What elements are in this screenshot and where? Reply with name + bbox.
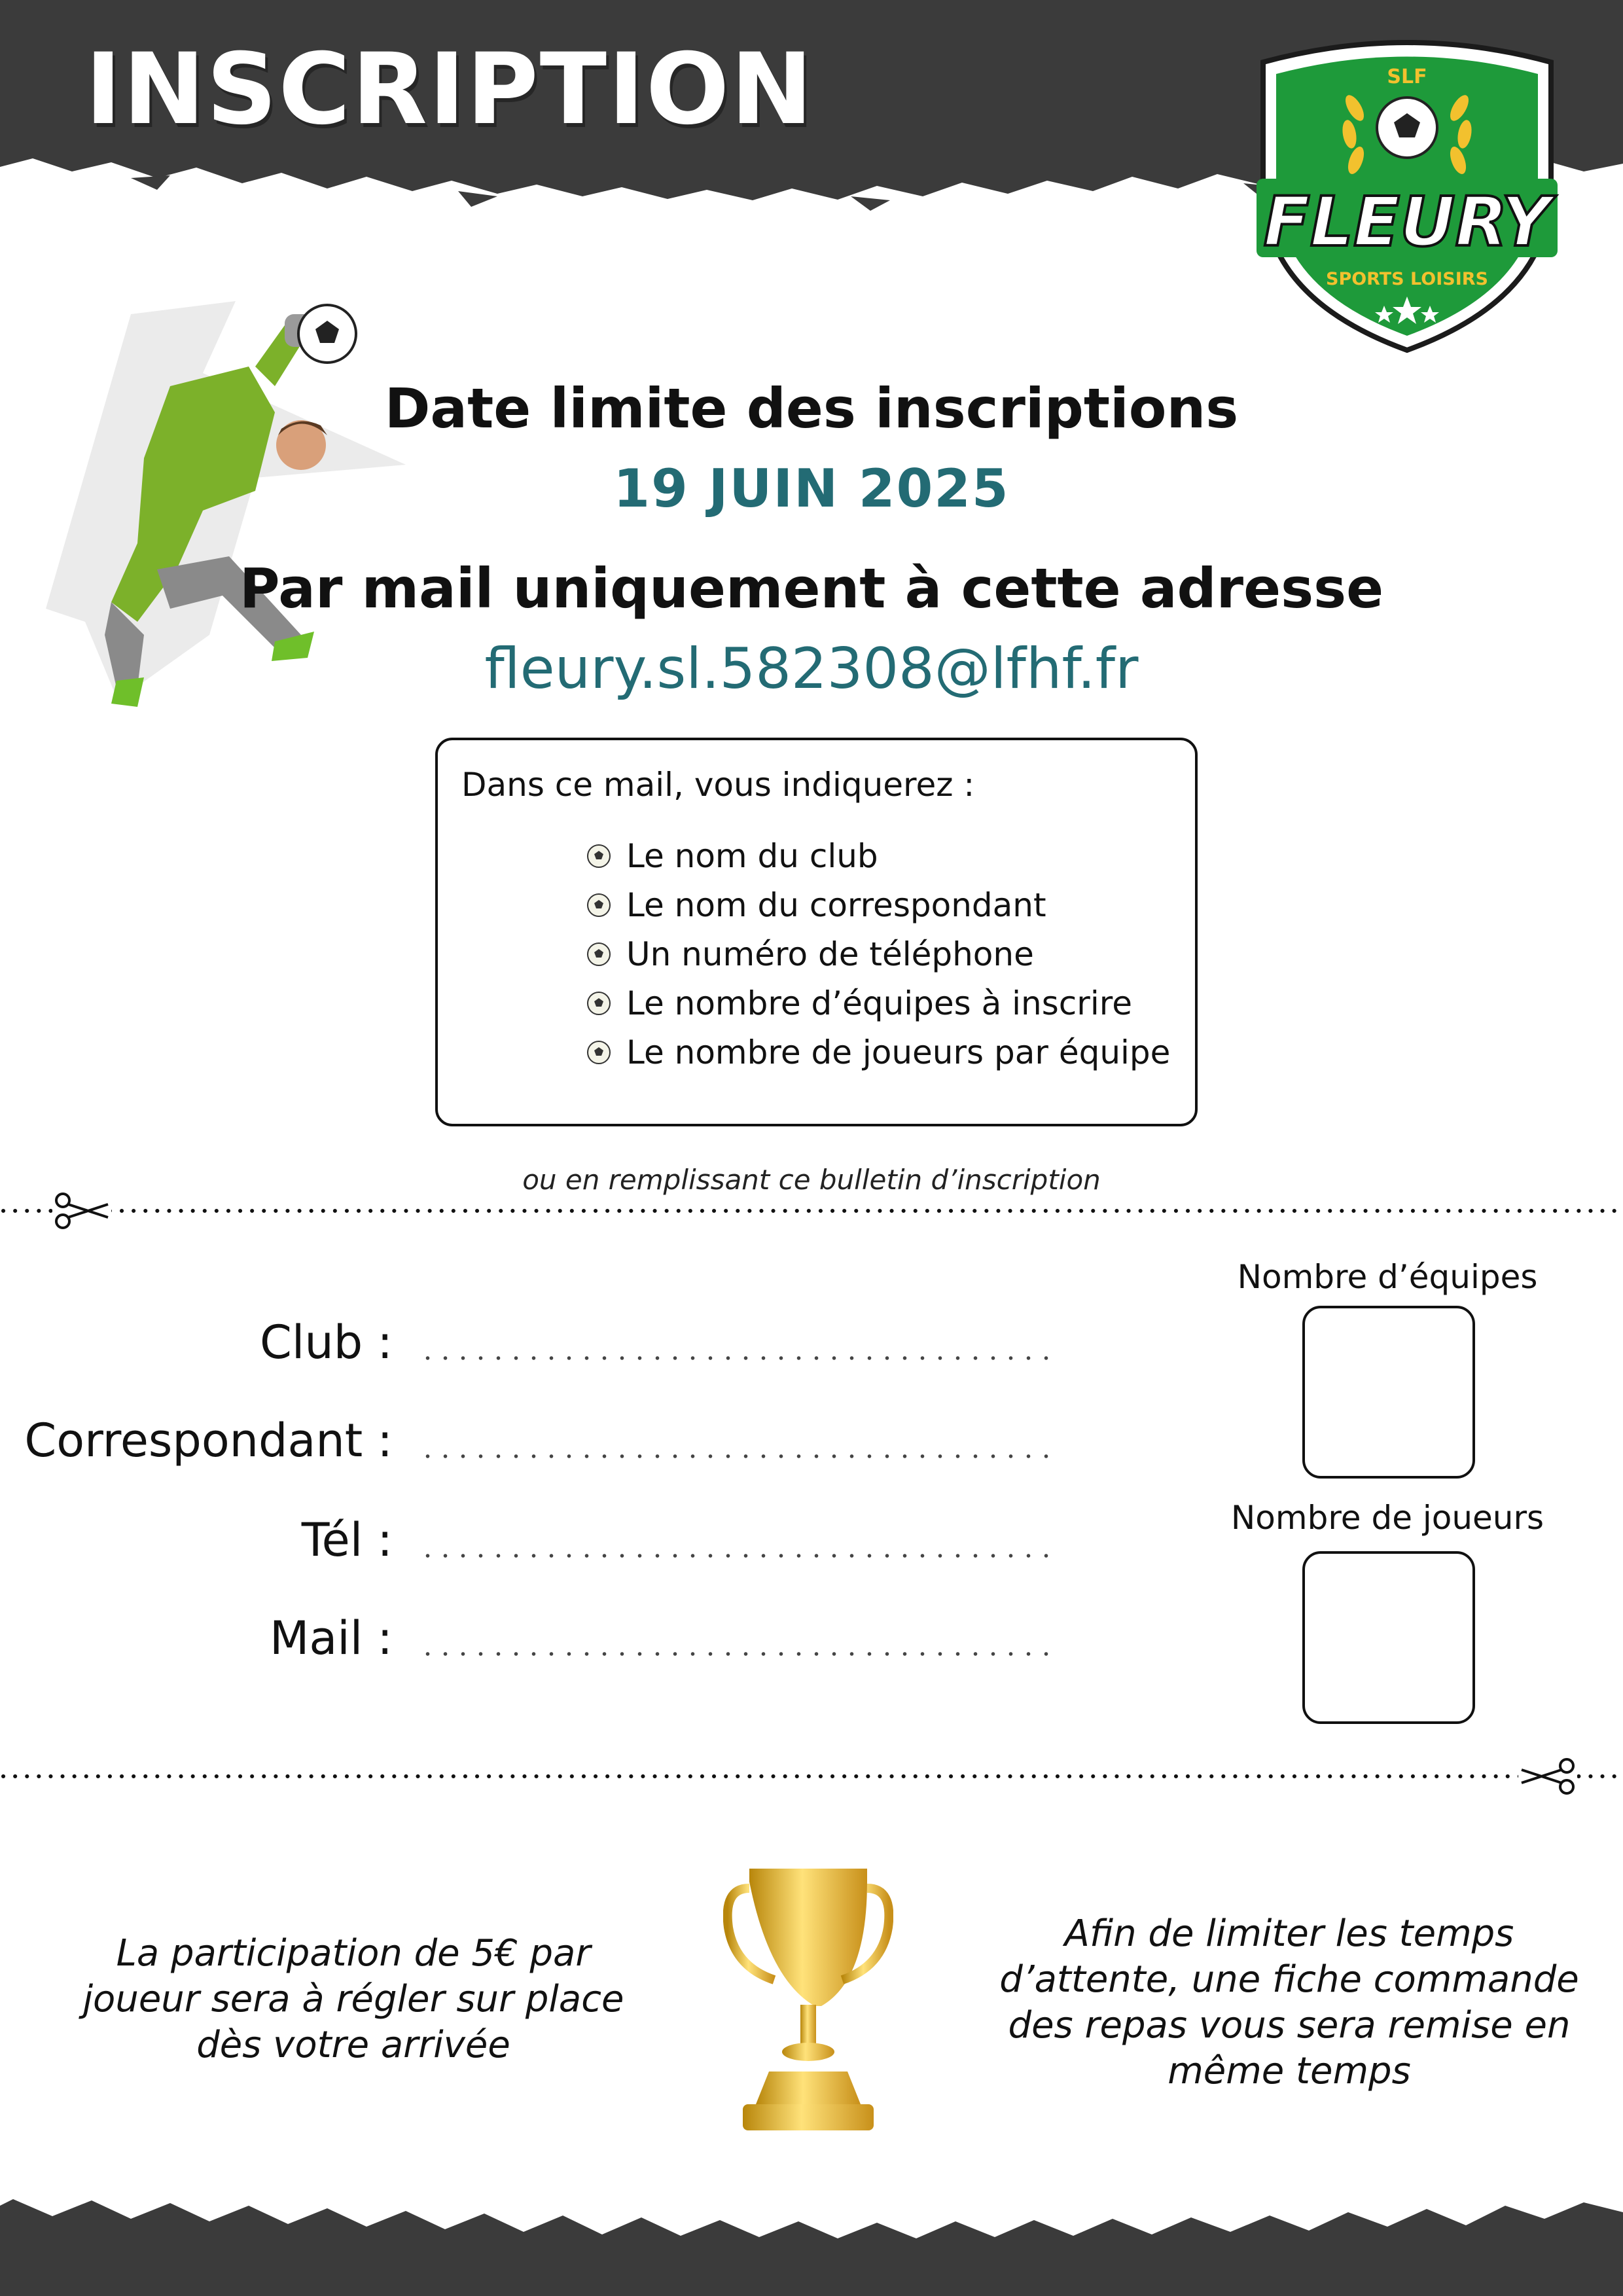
logo-name: FLEURY — [1263, 182, 1551, 262]
scissors-icon — [1518, 1758, 1577, 1795]
teams-count-box[interactable] — [1302, 1306, 1475, 1479]
soccer-ball-icon — [586, 941, 612, 967]
deadline-date: 19 JUIN 2025 — [613, 458, 1010, 519]
cut-line-top — [0, 1208, 1623, 1214]
list-item — [586, 880, 1170, 929]
soccer-ball-icon — [1377, 98, 1437, 158]
list-item-label: Un numéro de téléphone — [626, 935, 1034, 973]
mail-field[interactable] — [419, 1618, 1060, 1657]
info-intro: Dans ce mail, vous indiquerez : — [461, 766, 975, 804]
soccer-ball-icon — [298, 305, 356, 363]
page-title: INSCRIPTION — [85, 33, 814, 147]
phone-label: Tél : — [301, 1513, 393, 1567]
list-item — [586, 1028, 1170, 1077]
phone-field[interactable] — [419, 1520, 1060, 1559]
list-item-label: Le nom du club — [626, 836, 878, 875]
logo-top-text: SLF — [1387, 65, 1427, 88]
footer-band — [0, 2179, 1623, 2296]
list-item — [586, 929, 1170, 978]
club-field[interactable] — [419, 1322, 1060, 1361]
fee-note: La participation de 5€ par joueur sera à régler sur place dès votre arrivée — [82, 1932, 624, 2066]
club-label: Club : — [260, 1316, 393, 1369]
correspondent-label: Correspondant : — [24, 1414, 393, 1467]
list-item — [586, 831, 1170, 880]
list-item — [586, 978, 1170, 1028]
logo-subtitle: SPORTS LOISIRS — [1326, 269, 1488, 289]
list-item-label: Le nom du correspondant — [626, 886, 1046, 924]
soccer-ball-icon — [586, 843, 612, 869]
list-item-label: Le nombre de joueurs par équipe — [626, 1033, 1171, 1071]
soccer-ball-icon — [586, 990, 612, 1016]
mail-address-link[interactable]: fleury.sl.582308@lfhf.fr — [484, 636, 1139, 702]
mail-label: Par mail uniquement à cette adresse — [239, 556, 1384, 620]
players-count-label: Nombre de joueurs — [1230, 1499, 1544, 1537]
trophy-icon — [723, 1856, 893, 2144]
deadline-label: Date limite des inscriptions — [384, 376, 1239, 440]
info-list — [586, 831, 1170, 1077]
cut-line-bottom — [0, 1773, 1623, 1780]
correspondent-field[interactable] — [419, 1420, 1060, 1460]
mail-field-label: Mail : — [269, 1611, 393, 1665]
teams-count-label: Nombre d’équipes — [1237, 1258, 1538, 1296]
soccer-ball-icon — [586, 892, 612, 918]
list-item-label: Le nombre d’équipes à inscrire — [626, 984, 1132, 1022]
soccer-ball-icon — [586, 1039, 612, 1066]
alternative-note: ou en remplissant ce bulletin d’inscription — [522, 1164, 1101, 1196]
meal-note: Afin de limiter les temps d’attente, une fiche commande des repas vous sera remise en même temps — [999, 1912, 1579, 2092]
club-logo — [1243, 36, 1571, 357]
players-count-box[interactable] — [1302, 1551, 1475, 1724]
scissors-icon — [52, 1193, 111, 1229]
